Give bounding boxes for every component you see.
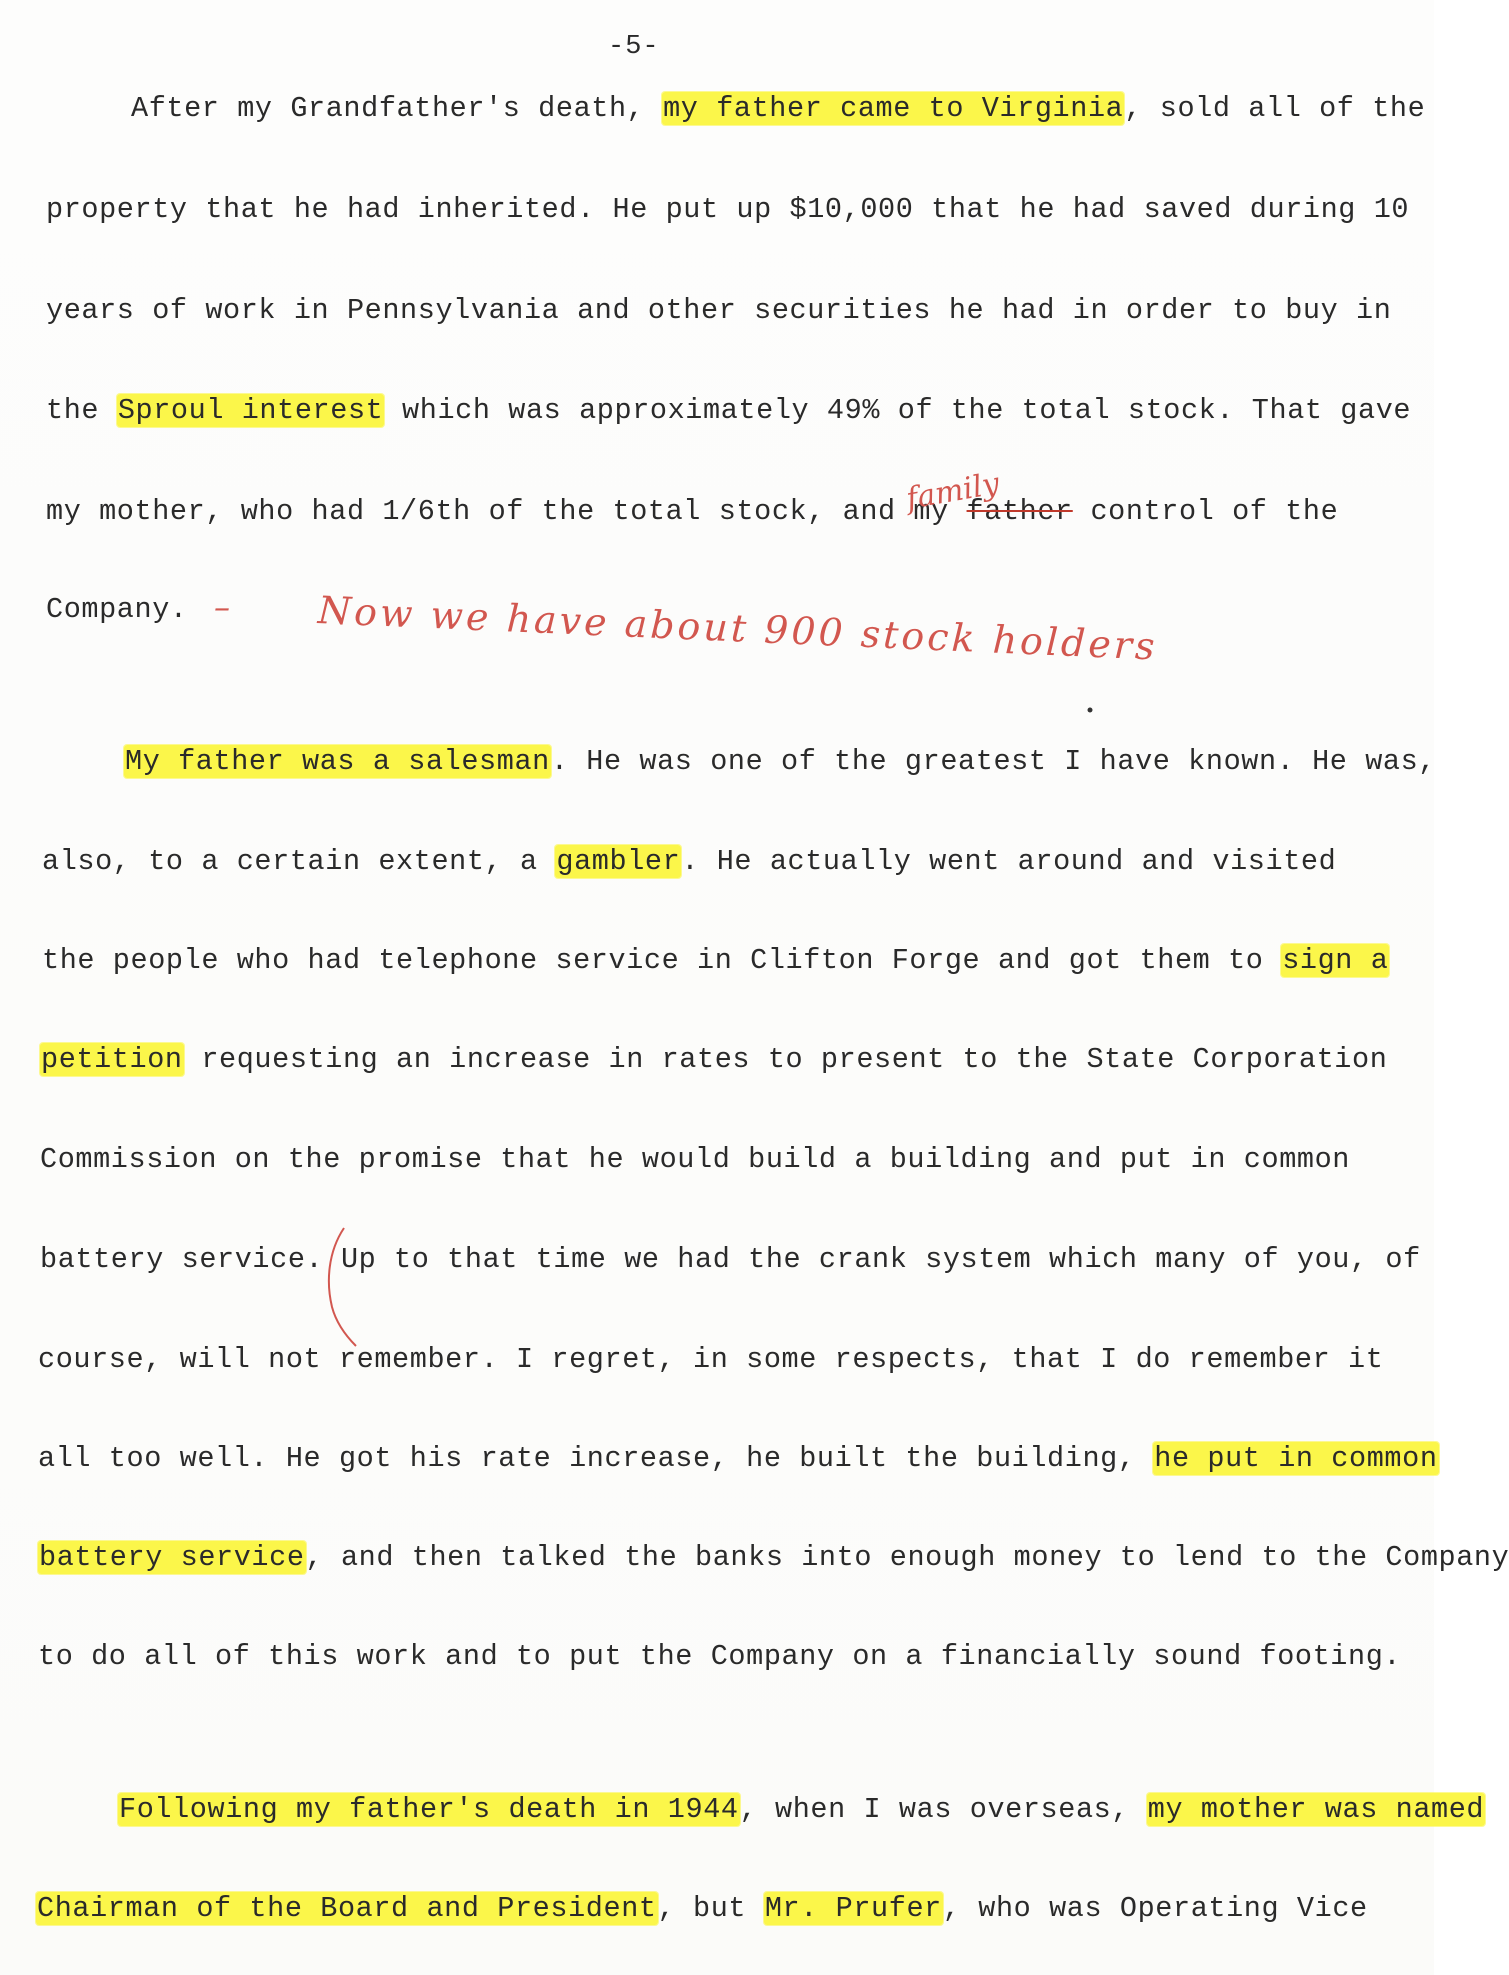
- highlight-battery-service: battery service: [39, 1541, 305, 1574]
- p2-line-4: [40, 1043, 1387, 1076]
- p3-line-2: [36, 1892, 1368, 1925]
- p2-line-2: [42, 845, 1336, 878]
- highlight-father-was-salesman: My father was a salesman: [125, 745, 550, 778]
- p2-l8-text-a: all too well. He got his rate increase, he built the building,: [38, 1442, 1154, 1475]
- highlight-mother-was-named: my mother was named: [1147, 1793, 1485, 1826]
- page-number: -5-: [608, 32, 660, 62]
- p1-line-3: years of work in Pennsylvania and other securities he had in order to buy in: [46, 294, 1392, 327]
- p2-l2-text-b: . He actually went around and visited: [681, 845, 1337, 878]
- p2-line-5: Commission on the promise that he would build a building and put in common: [40, 1143, 1351, 1176]
- p2-l4-text-b: requesting an increase in rates to present to the State Corporation: [183, 1043, 1388, 1076]
- handwritten-dash: –: [214, 588, 230, 626]
- p3-line-1: [118, 1793, 1485, 1826]
- p1-line-6: Company.: [46, 593, 188, 626]
- highlight-sproul-interest: Sproul interest: [117, 394, 384, 427]
- p1-l4-text-b: which was approximately 49% of the total stock. That gave: [384, 394, 1412, 427]
- struck-word-father: father: [966, 495, 1073, 528]
- p1-l1-text-b: , sold all of the: [1124, 92, 1426, 125]
- handwritten-note-stockholders: Now we have about 900 stock holders: [317, 588, 1159, 669]
- highlight-father-death-1944: Following my father's death in 1944: [119, 1793, 739, 1826]
- highlight-gambler: gambler: [556, 845, 681, 878]
- p1-line-2: property that he had inherited. He put up $10,000 that he had saved during 10: [46, 193, 1410, 226]
- handwritten-insert-family: family: [903, 466, 1002, 517]
- highlight-petition: petition: [41, 1043, 183, 1076]
- p2-l3-text-a: the people who had telephone service in Clifton Forge and got them to: [42, 944, 1282, 977]
- p1-line-5: [46, 495, 1338, 528]
- p2-line-9: [38, 1541, 1509, 1574]
- p2-line-1: [124, 745, 1436, 778]
- p2-line-10: to do all of this work and to put the Company on a financially sound footing.: [38, 1640, 1402, 1673]
- red-bracket-mark: [322, 1222, 362, 1352]
- p3-l2-text-c: , who was Operating Vice: [942, 1892, 1368, 1925]
- p2-l1-text-b: . He was one of the greatest I have known. He was,: [550, 745, 1437, 778]
- p1-line-4: [46, 394, 1411, 427]
- p2-line-3: [42, 944, 1389, 977]
- p1-l4-text-a: the: [46, 394, 117, 427]
- p1-l5-text-b: control of the: [1072, 495, 1339, 528]
- highlight-sign-a: sign a: [1282, 944, 1389, 977]
- stray-dot-mark: [1086, 706, 1094, 714]
- p1-line-1: [131, 92, 1425, 125]
- p3-l1-text-b: , when I was overseas,: [739, 1793, 1147, 1826]
- highlight-mr-prufer: Mr. Prufer: [764, 1892, 942, 1925]
- p2-line-6: battery service. Up to that time we had the crank system which many of you, of: [40, 1243, 1421, 1276]
- p1-l1-text-a: After my Grandfather's death,: [131, 92, 663, 125]
- p2-line-8: [38, 1442, 1439, 1475]
- p2-l9-text-b: , and then talked the banks into enough money to lend to the Company: [305, 1541, 1509, 1574]
- p1-l5-text-a: my mother, who had 1/6th of the total stock, and my: [46, 495, 967, 528]
- p2-l2-text-a: also, to a certain extent, a: [42, 845, 556, 878]
- highlight-he-put-in-common: he put in common: [1154, 1442, 1438, 1475]
- p2-line-7: course, will not remember. I regret, in some respects, that I do remember it: [38, 1343, 1384, 1376]
- highlight-chairman-president: Chairman of the Board and President: [37, 1892, 657, 1925]
- p3-l2-text-b: , but: [657, 1892, 764, 1925]
- highlight-father-came-to-virginia: my father came to Virginia: [663, 92, 1124, 125]
